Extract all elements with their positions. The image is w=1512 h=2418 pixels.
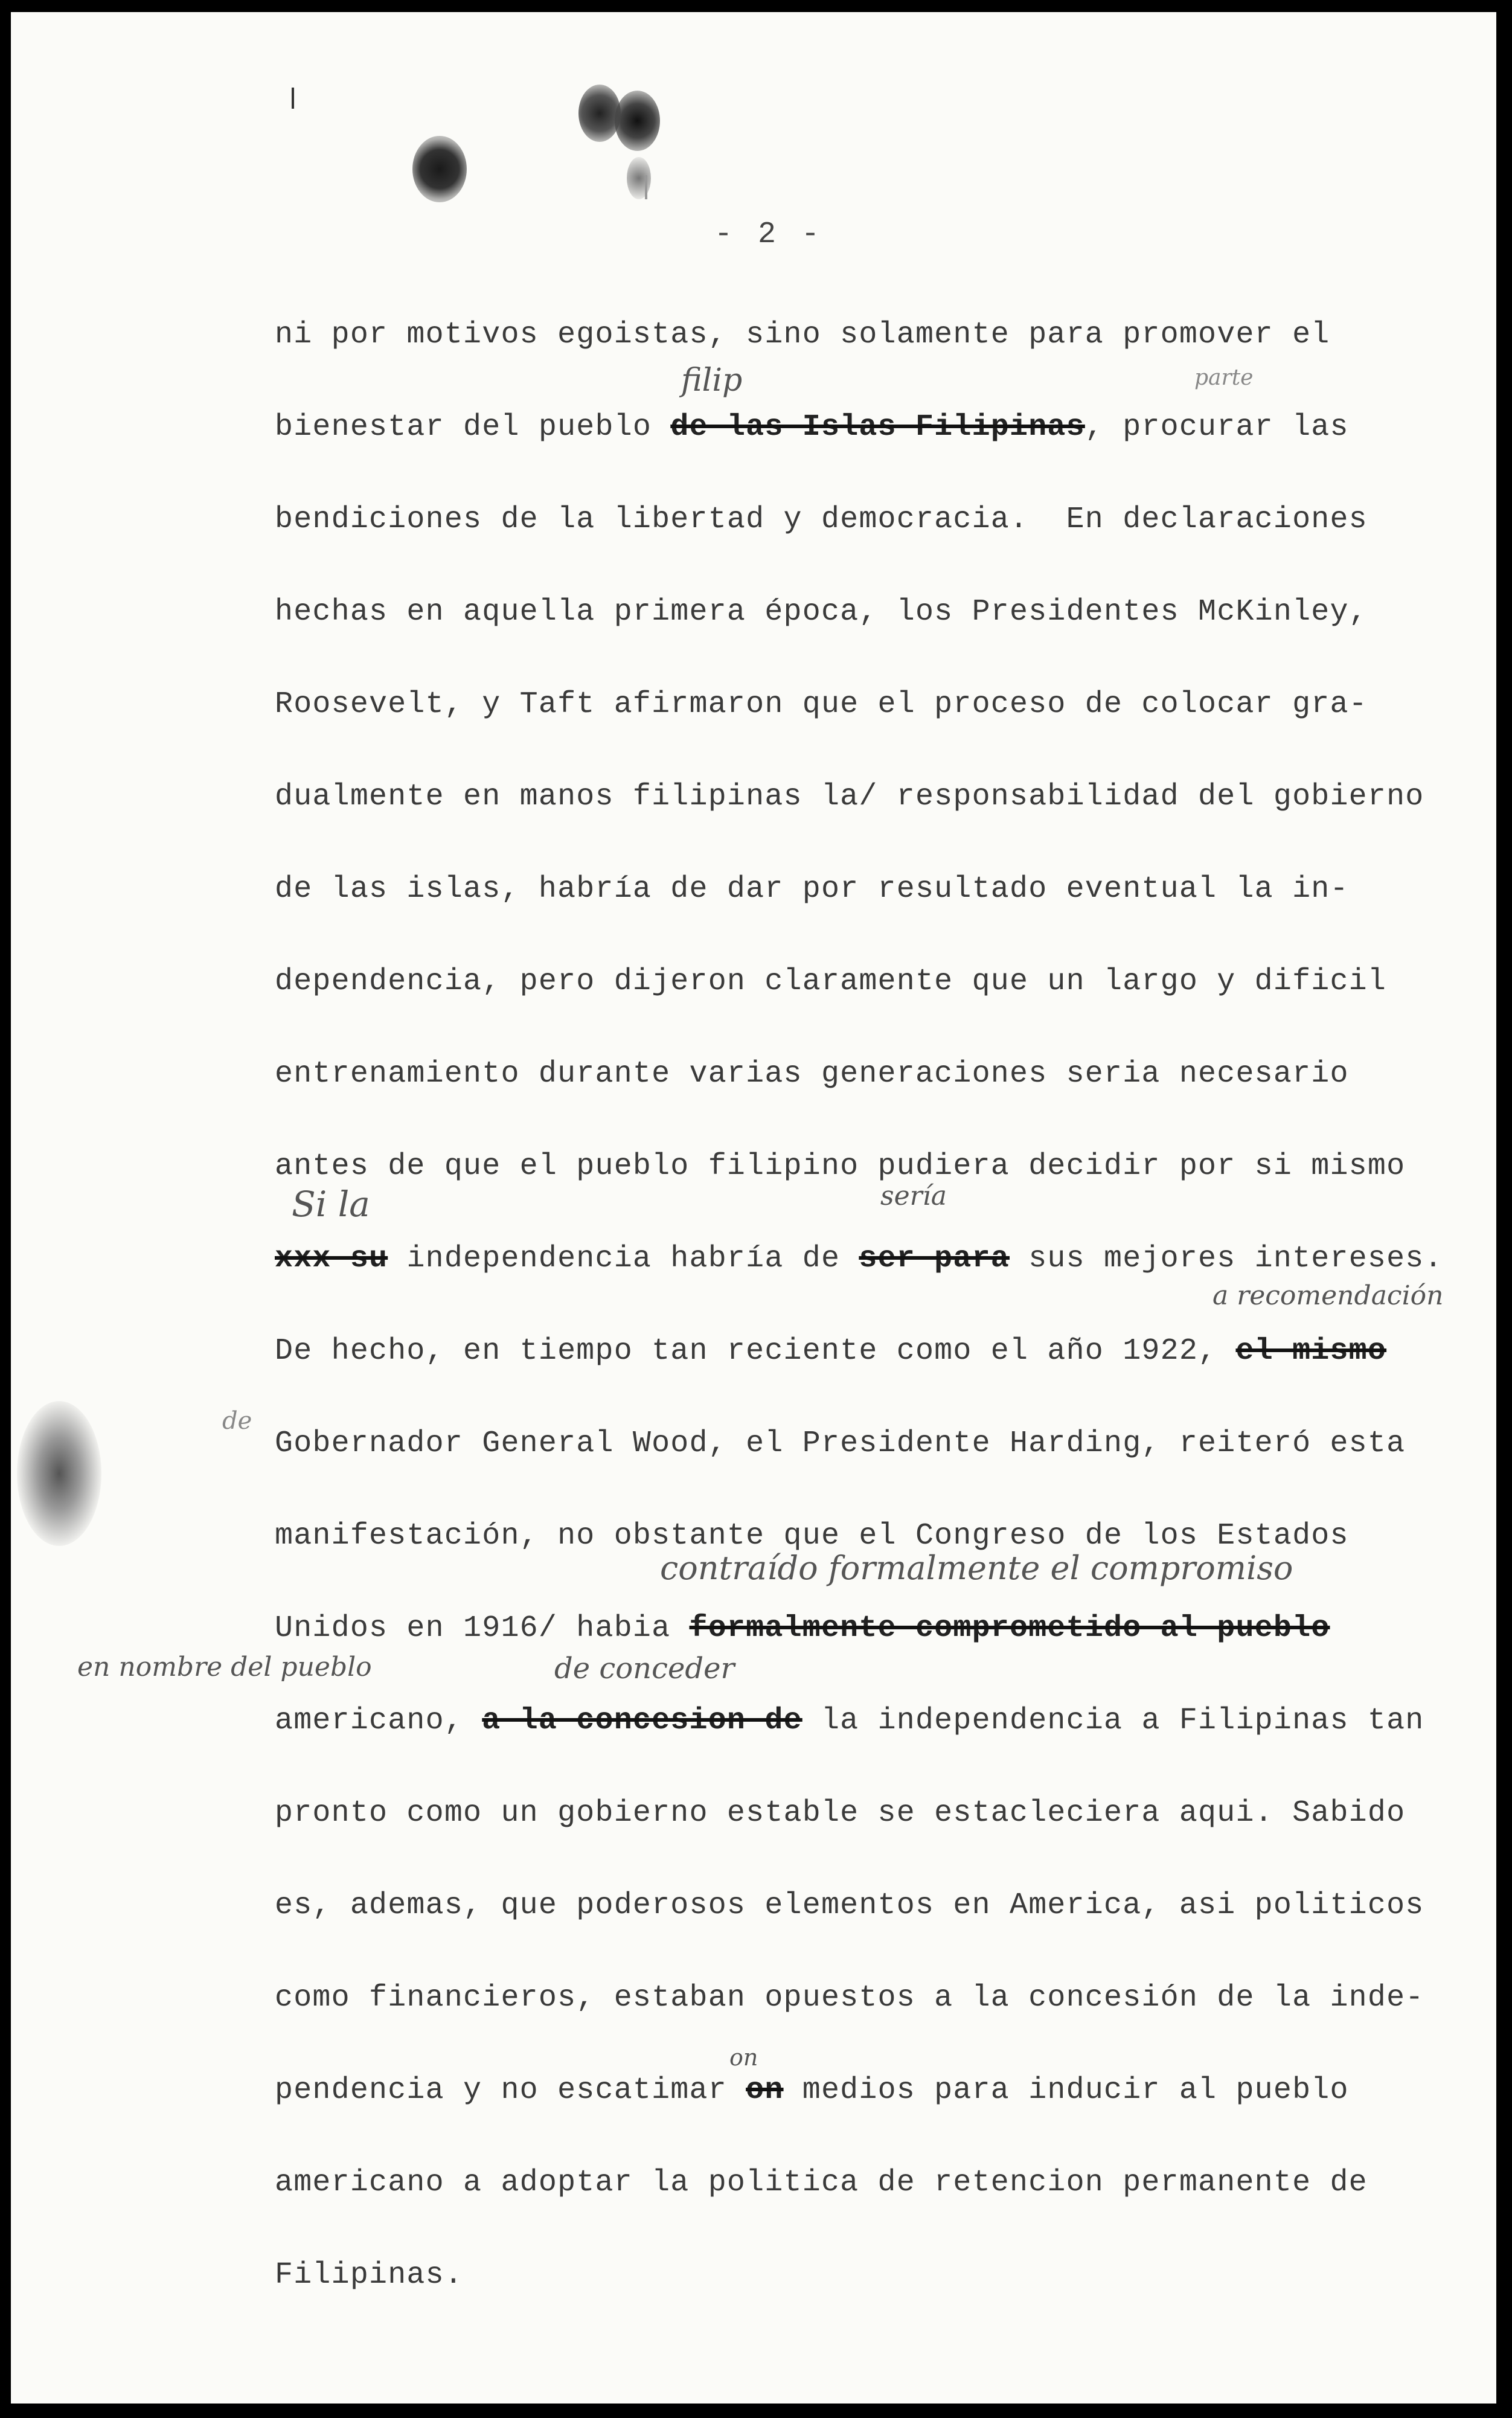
text-line	[275, 1786, 1422, 1879]
text-line	[275, 1417, 1422, 1509]
typed-text: de las islas, habría de dar por resultado eventual la in-	[275, 872, 1349, 906]
page-number: - 2 -	[714, 217, 824, 252]
typed-text: entrenamiento durante varias generaciones seria necesario	[275, 1057, 1349, 1091]
typed-text: pronto como un gobierno estable se estacleciera aqui. Sabido	[275, 1796, 1406, 1830]
text-line	[275, 585, 1422, 678]
typed-text: De hecho, en tiempo tan reciente como el año 1922,	[275, 1334, 1236, 1368]
typed-text: como financieros, estaban opuestos a la concesión de la inde-	[275, 1981, 1424, 2015]
typed-text: antes de que el pueblo filipino pudiera decidir por si mismo	[275, 1149, 1406, 1184]
text-line	[275, 1324, 1422, 1417]
handwritten-note: Si la	[292, 1184, 370, 1225]
text-line	[275, 1971, 1422, 2064]
typed-text: es, ademas, que poderosos elementos en America, asi politicos	[275, 1888, 1424, 1923]
handwritten-note: de conceder	[554, 1652, 735, 1685]
handwritten-note: on	[729, 2044, 758, 2071]
ink-blot	[627, 157, 651, 199]
handwritten-note: filip	[681, 362, 743, 399]
text-line	[275, 1140, 1422, 1232]
body-text	[275, 308, 1443, 2341]
handwritten-note: a recomendación	[1212, 1280, 1444, 1311]
text-line	[275, 493, 1422, 585]
struck-text: a la concesion de	[482, 1704, 802, 1738]
ink-blot	[615, 91, 660, 151]
struck-text: formalmente comprometido al pueblo	[689, 1611, 1330, 1646]
typed-text: Roosevelt, y Taft afirmaron que el proceso de colocar gra-	[275, 687, 1368, 722]
typed-text: pendencia y no escatimar	[275, 2073, 746, 2108]
text-line	[275, 2248, 1422, 2341]
document-page	[11, 12, 1496, 2404]
typed-text: independencia habría de	[388, 1242, 859, 1276]
ink-blot	[578, 85, 621, 142]
typed-text: bienestar del pueblo	[275, 410, 671, 444]
text-line	[275, 862, 1422, 955]
text-line	[275, 2064, 1422, 2156]
typed-text: bendiciones de la libertad y democracia. En declaraciones	[275, 502, 1368, 537]
text-line	[275, 2156, 1422, 2248]
struck-text: el mismo	[1235, 1334, 1387, 1368]
typed-text: Unidos en 1916/ habia	[275, 1611, 690, 1646]
text-line	[275, 678, 1422, 770]
typed-text: , procurar las	[1084, 410, 1349, 444]
typed-text: Gobernador General Wood, el Presidente Harding, reiteró esta	[275, 1426, 1406, 1461]
handwritten-note: en nombre del pueblo	[77, 1652, 372, 1682]
text-line	[275, 955, 1422, 1047]
typed-text: medios para inducir al pueblo	[783, 2073, 1349, 2108]
shadow-smudge	[17, 1401, 101, 1546]
handwritten-note: contraído formalmente el compromiso	[660, 1549, 1293, 1587]
text-line	[275, 1602, 1422, 1694]
text-line	[275, 1879, 1422, 1971]
typed-text: Filipinas.	[275, 2258, 464, 2292]
pen-mark	[292, 88, 294, 109]
text-line	[275, 1047, 1422, 1140]
ink-blot	[412, 136, 467, 202]
text-line	[275, 400, 1422, 493]
struck-text: de las Islas Filipinas	[670, 410, 1085, 444]
text-line	[275, 770, 1422, 862]
typed-text: hechas en aquella primera época, los Presidentes McKinley,	[275, 595, 1368, 629]
struck-text: xxx su	[275, 1242, 388, 1276]
typed-text: americano a adoptar la politica de retencion permanente de	[275, 2166, 1368, 2200]
typed-text: dualmente en manos filipinas la/ responsabilidad del gobierno	[275, 780, 1424, 814]
pen-mark	[645, 175, 647, 199]
typed-text: la independencia a Filipinas tan	[802, 1704, 1424, 1738]
text-line	[275, 1694, 1422, 1786]
typed-text: manifestación, no obstante que el Congreso de los Estados	[275, 1519, 1349, 1553]
handwritten-note: parte	[1194, 365, 1254, 390]
handwritten-note: sería	[880, 1181, 947, 1211]
struck-text: on	[746, 2073, 784, 2108]
handwritten-note: de	[222, 1407, 252, 1435]
typed-text: sus mejores intereses.	[1010, 1242, 1443, 1276]
typed-text: ni por motivos egoistas, sino solamente para promover el	[275, 318, 1330, 352]
typed-text: americano,	[275, 1704, 482, 1738]
struck-text: ser para	[859, 1242, 1010, 1276]
typed-text: dependencia, pero dijeron claramente que un largo y dificil	[275, 964, 1387, 999]
